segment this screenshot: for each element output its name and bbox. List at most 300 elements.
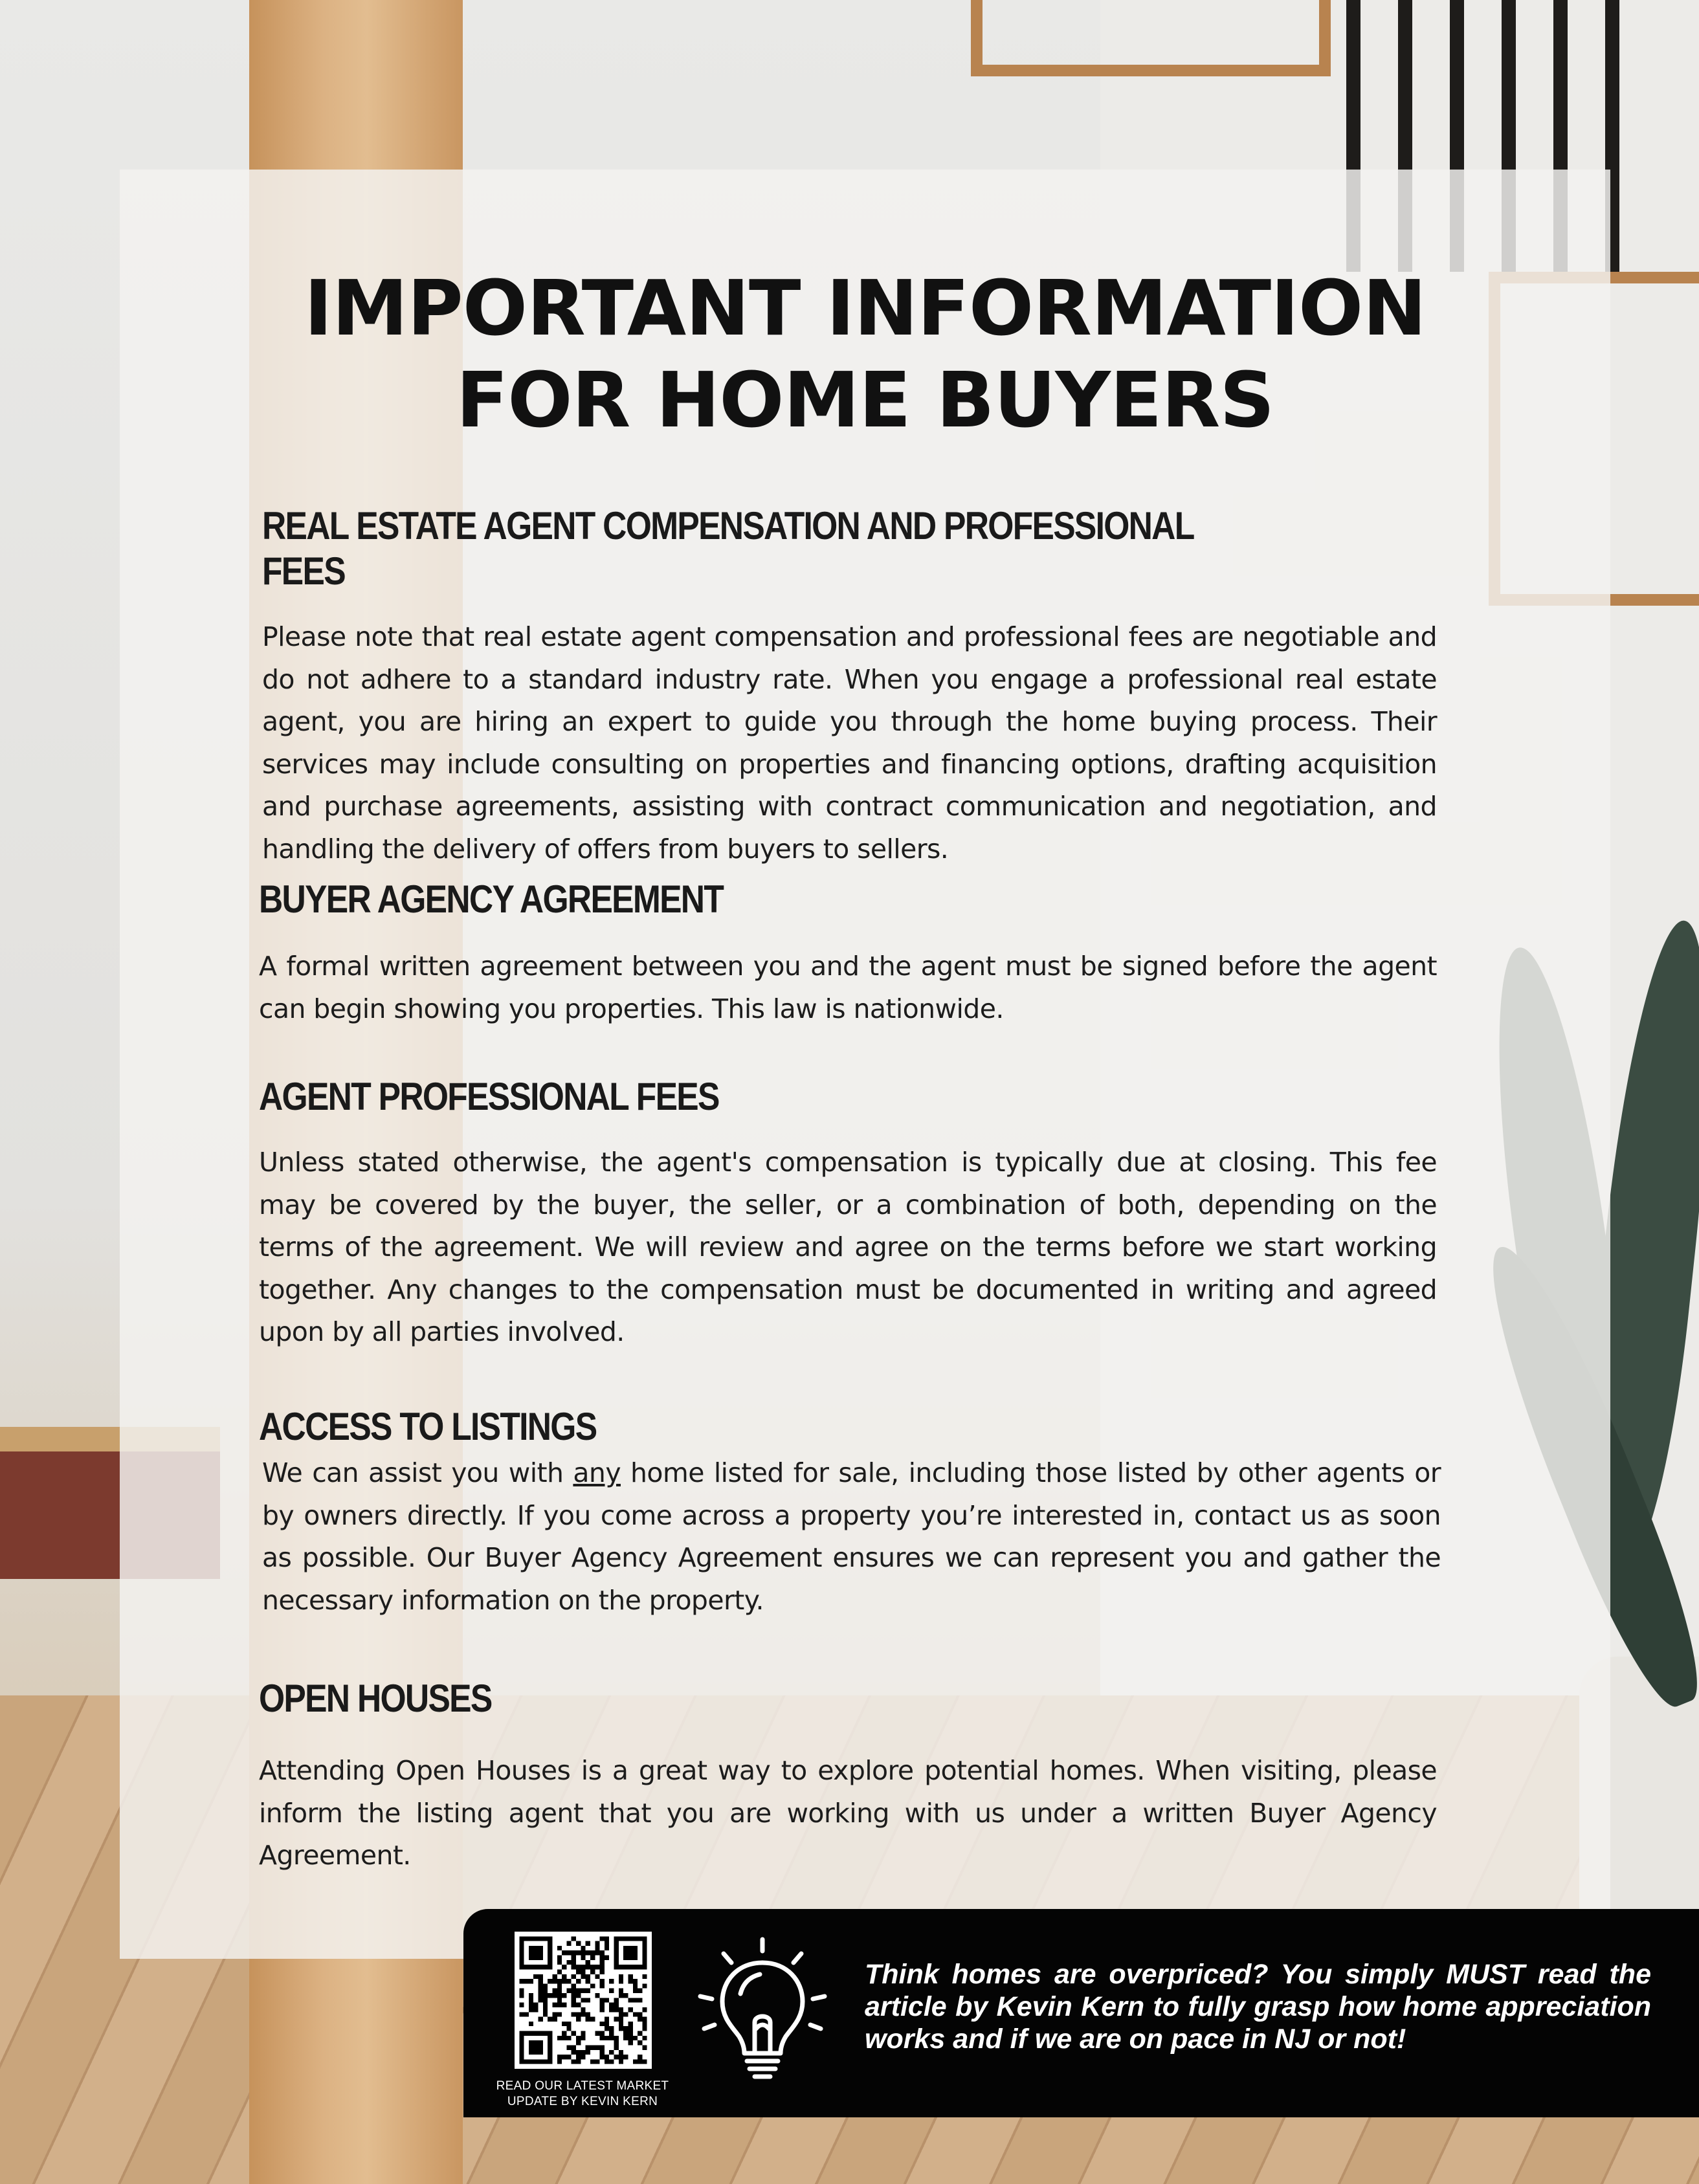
qr-module: [566, 2036, 571, 2040]
qr-module: [600, 1936, 605, 1941]
qr-module: [581, 2007, 585, 2012]
qr-module: [628, 2026, 632, 2031]
qr-module: [539, 1974, 543, 1979]
qr-module: [642, 2007, 647, 2012]
section-agent-compensation: [262, 503, 1437, 870]
qr-module: [533, 1946, 538, 1950]
qr-module: [600, 1969, 605, 1974]
qr-module: [623, 2036, 628, 2040]
qr-module: [519, 1989, 524, 1993]
qr-module: [581, 2031, 585, 2036]
qr-module: [638, 1989, 642, 1993]
section-body: Unless stated otherwise, the agent's compensation is typically due at closing. This fee may be covered by the buyer, the seller, or a combination of both, depending on the terms of the agreement. We will review and agree on the terms before we start working together. Any changes to the compensation must be documented in writing and agreed upon by all parties involved.: [259, 1147, 1437, 1347]
qr-module: [557, 2059, 562, 2064]
qr-module: [590, 1969, 595, 1974]
qr-module: [605, 2022, 609, 2026]
qr-module: [619, 1989, 623, 1993]
qr-module: [529, 2040, 533, 2045]
qr-module: [519, 2012, 524, 2016]
qr-module: [519, 1965, 524, 1969]
qr-module: [533, 1974, 538, 1979]
qr-module: [543, 1993, 548, 1998]
qr-module: [614, 2040, 619, 2045]
qr-module: [605, 1941, 609, 1946]
qr-module: [600, 1983, 605, 1988]
qr-module: [609, 2003, 614, 2007]
qr-module: [543, 2031, 548, 2036]
qr-module: [590, 1950, 595, 1955]
qr-module: [638, 2012, 642, 2016]
qr-module: [619, 1965, 623, 1969]
qr-module: [586, 1979, 590, 1983]
qr-module: [628, 1936, 632, 1941]
qr-module: [614, 2045, 619, 2049]
section-body: [259, 1452, 1441, 1622]
qr-module: [533, 2045, 538, 2049]
qr-module: [581, 2055, 585, 2059]
qr-caption-line-2: UPDATE BY KEVIN KERN: [507, 2095, 658, 2108]
qr-module: [633, 1956, 638, 1960]
qr-module: [614, 1998, 619, 2002]
qr-module: [548, 1936, 552, 1941]
qr-module: [548, 2050, 552, 2055]
qr-module: [562, 1974, 566, 1979]
qr-module: [548, 2017, 552, 2022]
qr-module: [566, 2055, 571, 2059]
qr-module: [586, 1960, 590, 1965]
qr-module: [557, 1998, 562, 2002]
qr-module: [552, 2017, 557, 2022]
callout-text: Think homes are overpriced? You simply MUST read the article by Kevin Kern to fully grasp how home appreciation works and if we are on pace in NJ or not!: [865, 1959, 1651, 2055]
qr-module: [623, 1936, 628, 1941]
qr-module: [529, 1946, 533, 1950]
qr-module: [539, 2050, 543, 2055]
qr-module: [552, 2003, 557, 2007]
qr-module: [548, 1946, 552, 1950]
emphasis-any: any: [573, 1457, 621, 1488]
qr-module: [533, 2050, 538, 2055]
qr-module: [519, 2040, 524, 2045]
qr-module: [586, 2012, 590, 2016]
qr-module: [628, 1974, 632, 1979]
qr-module: [581, 1998, 585, 2002]
qr-module: [576, 1950, 581, 1955]
qr-module: [600, 1956, 605, 1960]
qr-module: [557, 1979, 562, 1983]
qr-module: [539, 2031, 543, 2036]
qr-module: [619, 2007, 623, 2012]
qr-module: [539, 2045, 543, 2049]
qr-module: [614, 1956, 619, 1960]
qr-module: [633, 1965, 638, 1969]
qr-module: [572, 2059, 576, 2064]
qr-module: [519, 2045, 524, 2049]
qr-module: [642, 2059, 647, 2064]
qr-module: [576, 1989, 581, 1993]
qr-module: [614, 1941, 619, 1946]
qr-module: [605, 2017, 609, 2022]
qr-module: [581, 1946, 585, 1950]
qr-module: [543, 1983, 548, 1988]
qr-module: [562, 2055, 566, 2059]
qr-module: [600, 1998, 605, 2002]
qr-module: [638, 2040, 642, 2045]
qr-module: [562, 1965, 566, 1969]
qr-module: [572, 1950, 576, 1955]
qr-module: [539, 1989, 543, 1993]
qr-module: [605, 2055, 609, 2059]
qr-module: [614, 2017, 619, 2022]
qr-module: [633, 1983, 638, 1988]
qr-module: [628, 2031, 632, 2036]
qr-module: [566, 1950, 571, 1955]
qr-module: [552, 2012, 557, 2016]
qr-module: [543, 1936, 548, 1941]
qr-module: [595, 1974, 599, 1979]
qr-module: [548, 1960, 552, 1965]
qr-module: [576, 2055, 581, 2059]
qr-module: [600, 2022, 605, 2026]
section-agent-professional-fees: [259, 1074, 1437, 1354]
qr-module: [642, 2026, 647, 2031]
qr-module: [562, 1950, 566, 1955]
qr-module: [619, 2017, 623, 2022]
qr-module: [572, 1936, 576, 1941]
qr-module: [595, 2031, 599, 2036]
qr-module: [609, 2007, 614, 2012]
qr-module: [619, 2026, 623, 2031]
qr-module: [548, 2059, 552, 2064]
qr-module: [543, 1989, 548, 1993]
qr-module: [529, 2059, 533, 2064]
qr-module: [619, 2012, 623, 2016]
qr-module: [600, 1960, 605, 1965]
qr-module: [529, 1950, 533, 1955]
qr-module: [586, 1974, 590, 1979]
qr-module: [572, 1960, 576, 1965]
qr-module: [642, 2036, 647, 2040]
qr-module: [609, 2050, 614, 2055]
qr-module: [572, 2012, 576, 2016]
qr-module: [572, 1965, 576, 1969]
qr-module: [600, 2007, 605, 2012]
qr-module: [609, 2031, 614, 2036]
qr-module: [586, 1965, 590, 1969]
qr-module: [524, 2031, 529, 2036]
qr-module: [557, 2055, 562, 2059]
qr-module: [576, 2012, 581, 2016]
qr-module: [605, 1946, 609, 1950]
qr-module: [609, 1989, 614, 1993]
qr-module: [633, 1936, 638, 1941]
lightbulb-icon: [685, 1932, 840, 2087]
qr-module: [572, 1956, 576, 1960]
qr-module: [529, 2022, 533, 2026]
qr-module: [557, 1993, 562, 1998]
section-body-text: home listed for sale, including those listed by other agents or by owners directly. If you come across a property you’re interested in, contact us as soon as possible. Our Buyer Agency Agreement ensures we can represent you and gather the necessary information on the property.: [262, 1457, 1441, 1616]
qr-module: [576, 1969, 581, 1974]
qr-module: [533, 1950, 538, 1955]
qr-module: [566, 1979, 571, 1983]
qr-module: [595, 1993, 599, 1998]
section-open-houses: [259, 1676, 1437, 1877]
qr-module: [576, 2059, 581, 2064]
qr-module: [572, 1993, 576, 1998]
qr-module: [590, 2045, 595, 2049]
qr-module: [642, 1960, 647, 1965]
qr-module: [614, 2036, 619, 2040]
page-title: [120, 262, 1610, 446]
qr-module: [642, 2045, 647, 2049]
qr-caption-line-1: READ OUR LATEST MARKET: [496, 2079, 669, 2093]
qr-module: [548, 1993, 552, 1998]
qr-module: [576, 2050, 581, 2055]
qr-module: [614, 1960, 619, 1965]
qr-module: [557, 1956, 562, 1960]
qr-module: [619, 2022, 623, 2026]
qr-module: [548, 2036, 552, 2040]
qr-module: [566, 1989, 571, 1993]
qr-module: [543, 2012, 548, 2016]
qr-module: [539, 2017, 543, 2022]
qr-module: [533, 2040, 538, 2045]
qr-module: [533, 2059, 538, 2064]
qr-module: [519, 1993, 524, 1998]
qr-module: [633, 1989, 638, 1993]
page-title-line-1: IMPORTANT INFORMATION: [304, 263, 1427, 353]
qr-module: [552, 1979, 557, 1983]
qr-module: [628, 1965, 632, 1969]
qr-module: [581, 1965, 585, 1969]
qr-module: [548, 2055, 552, 2059]
qr-module: [529, 2007, 533, 2012]
qr-module: [609, 2036, 614, 2040]
qr-module: [524, 1965, 529, 1969]
qr-module: [619, 1993, 623, 1998]
qr-module: [552, 1974, 557, 1979]
qr-module: [581, 2050, 585, 2055]
qr-module: [529, 1979, 533, 1983]
qr-module: [576, 1941, 581, 1946]
qr-module: [524, 1936, 529, 1941]
qr-module: [586, 1998, 590, 2002]
qr-module: [529, 2045, 533, 2049]
qr-module: [543, 2003, 548, 2007]
qr-module: [576, 1979, 581, 1983]
qr-module: [548, 1965, 552, 1969]
qr-module: [586, 1941, 590, 1946]
qr-module: [562, 1993, 566, 1998]
qr-module: [572, 2003, 576, 2007]
qr-module: [562, 2022, 566, 2026]
qr-module: [581, 2036, 585, 2040]
section-body: Please note that real estate agent compensation and professional fees are negotiable and do not adhere to a standard industry rate. When you engage a professional real estate agent, you are hiring an expert to guide you through the home buying process. Their services may include consulting on properties and financing options, drafting acquisition and purchase agreements, assisting with contract communication and negotiation, and handling the delivery of offers from buyers to sellers.: [262, 621, 1437, 865]
qr-module: [609, 1979, 614, 1983]
qr-module: [628, 1946, 632, 1950]
qr-module: [623, 1950, 628, 1955]
qr-code-graphic: [515, 1932, 652, 2069]
qr-module: [581, 1950, 585, 1955]
qr-module: [605, 2059, 609, 2064]
qr-module: [529, 2003, 533, 2007]
qr-module: [519, 1936, 524, 1941]
qr-caption: [480, 2079, 685, 2110]
qr-module: [633, 2059, 638, 2064]
qr-module: [628, 1956, 632, 1960]
qr-module: [628, 1950, 632, 1955]
qr-module: [609, 2059, 614, 2064]
qr-module: [572, 1974, 576, 1979]
qr-code[interactable]: [515, 1932, 652, 2069]
qr-module: [519, 2036, 524, 2040]
qr-module: [552, 1989, 557, 1993]
qr-module: [642, 1950, 647, 1955]
qr-module: [609, 2026, 614, 2031]
qr-module: [619, 1936, 623, 1941]
qr-module: [633, 1950, 638, 1955]
qr-module: [623, 1993, 628, 1998]
qr-module: [533, 2031, 538, 2036]
qr-module: [633, 2012, 638, 2016]
qr-module: [614, 1965, 619, 1969]
qr-module: [614, 1936, 619, 1941]
qr-module: [576, 2036, 581, 2040]
qr-module: [566, 1941, 571, 1946]
qr-module: [614, 1950, 619, 1955]
qr-module: [638, 2055, 642, 2059]
qr-module: [557, 1946, 562, 1950]
qr-module: [586, 2017, 590, 2022]
qr-module: [543, 2007, 548, 2012]
qr-module: [628, 1979, 632, 1983]
qr-module: [519, 1979, 524, 1983]
qr-module: [548, 1979, 552, 1983]
qr-module: [562, 2031, 566, 2036]
qr-module: [539, 2059, 543, 2064]
qr-module: [562, 1979, 566, 1983]
section-body: A formal written agreement between you and the agent must be signed before the agent can begin showing you properties. This law is nationwide.: [259, 951, 1437, 1024]
qr-module: [519, 1956, 524, 1960]
section-heading: BUYER AGENCY AGREEMENT: [259, 877, 724, 921]
qr-module: [552, 1993, 557, 1998]
qr-module: [605, 1936, 609, 1941]
qr-module: [566, 2026, 571, 2031]
qr-module: [586, 2050, 590, 2055]
qr-module: [628, 2036, 632, 2040]
qr-module: [519, 1960, 524, 1965]
qr-module: [642, 1946, 647, 1950]
qr-module: [638, 2031, 642, 2036]
section-access-to-listings: [259, 1404, 1441, 1622]
qr-module: [519, 2050, 524, 2055]
qr-module: [557, 1969, 562, 1974]
qr-module: [581, 2012, 585, 2016]
qr-module: [600, 2055, 605, 2059]
qr-module: [533, 2003, 538, 2007]
qr-module: [638, 1998, 642, 2002]
qr-module: [619, 1979, 623, 1983]
qr-module: [529, 1998, 533, 2002]
qr-module: [590, 2017, 595, 2022]
qr-module: [590, 1965, 595, 1969]
qr-module: [642, 1936, 647, 1941]
qr-module: [642, 1956, 647, 1960]
qr-module: [543, 1998, 548, 2002]
qr-module: [519, 1946, 524, 1950]
qr-module: [557, 1983, 562, 1988]
qr-module: [519, 1941, 524, 1946]
qr-module: [557, 2003, 562, 2007]
qr-module: [623, 2055, 628, 2059]
qr-module: [539, 1965, 543, 1969]
qr-module: [586, 1950, 590, 1955]
section-buyer-agency-agreement: [259, 877, 1437, 1030]
qr-module: [623, 2026, 628, 2031]
qr-module: [581, 1956, 585, 1960]
qr-module: [600, 2003, 605, 2007]
section-body-text: We can assist you with: [262, 1457, 573, 1488]
qr-module: [548, 2031, 552, 2036]
qr-module: [539, 1979, 543, 1983]
qr-module: [642, 1983, 647, 1988]
qr-module: [572, 1998, 576, 2002]
qr-module: [600, 1965, 605, 1969]
qr-module: [614, 2055, 619, 2059]
qr-module: [628, 1998, 632, 2002]
qr-module: [548, 1956, 552, 1960]
qr-module: [548, 1950, 552, 1955]
qr-module: [590, 1956, 595, 1960]
qr-module: [539, 1956, 543, 1960]
qr-module: [590, 1983, 595, 1988]
qr-module: [519, 2059, 524, 2064]
qr-module: [557, 2036, 562, 2040]
qr-module: [519, 2031, 524, 2036]
qr-module: [633, 1998, 638, 2002]
qr-module: [566, 2045, 571, 2049]
qr-module: [590, 2059, 595, 2064]
qr-module: [581, 1969, 585, 1974]
section-heading: OPEN HOUSES: [259, 1677, 492, 1720]
qr-module: [529, 2050, 533, 2055]
qr-module: [539, 1998, 543, 2002]
qr-module: [548, 1941, 552, 1946]
qr-module: [595, 2059, 599, 2064]
qr-module: [600, 1950, 605, 1955]
qr-module: [529, 2031, 533, 2036]
qr-module: [614, 2007, 619, 2012]
qr-module: [638, 1936, 642, 1941]
qr-module: [605, 2036, 609, 2040]
qr-module: [586, 2045, 590, 2049]
qr-module: [600, 2031, 605, 2036]
qr-module: [642, 2022, 647, 2026]
qr-module: [619, 2050, 623, 2055]
qr-module: [529, 1956, 533, 1960]
qr-module: [519, 2055, 524, 2059]
qr-module: [642, 1941, 647, 1946]
qr-module: [524, 1979, 529, 1983]
qr-module: [576, 2003, 581, 2007]
qr-module: [519, 2003, 524, 2007]
qr-module: [600, 2045, 605, 2049]
qr-module: [576, 1993, 581, 1998]
section-heading: ACCESS TO LISTINGS: [259, 1405, 597, 1448]
qr-module: [572, 1983, 576, 1988]
qr-module: [614, 2003, 619, 2007]
qr-module: [566, 2022, 571, 2026]
qr-module: [600, 2050, 605, 2055]
